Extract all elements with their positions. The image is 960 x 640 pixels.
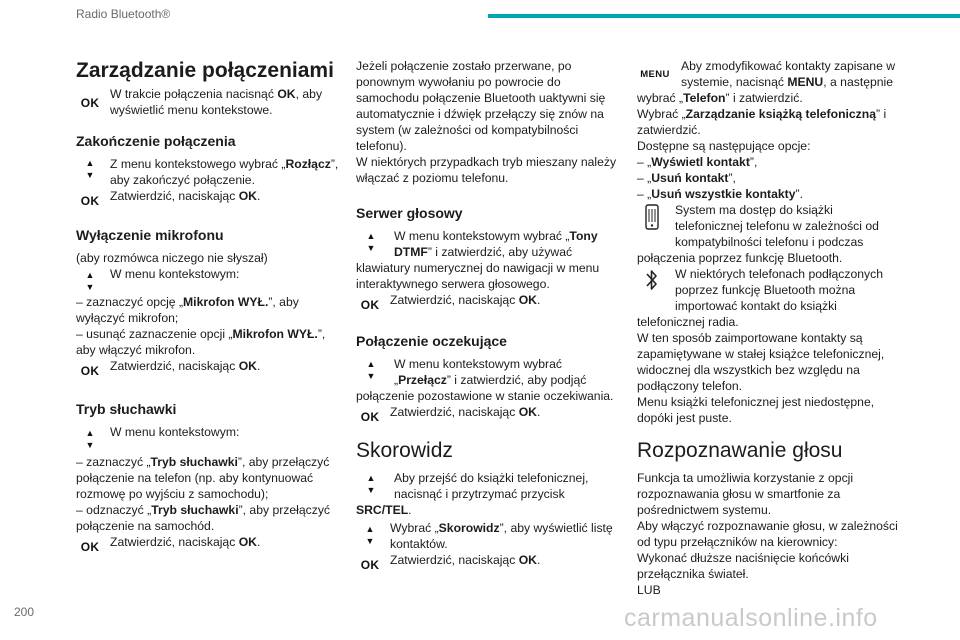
voice-or: LUB xyxy=(637,583,661,597)
column-1 xyxy=(76,58,340,552)
heading-voice-recognition: Rozpoznawanie głosu xyxy=(637,439,843,462)
options-intro: Dostępne są następujące opcje: xyxy=(637,139,811,153)
ok-button-icon: OK xyxy=(360,298,380,312)
voice-method-long-press: Wykonać dłuższe naciśnięcie końcówki przełącznika świateł. xyxy=(637,551,849,581)
intro-step: OK W trakcie połączenia nacisnąć OK, aby wyświetlić menu kontekstowe. xyxy=(76,86,340,118)
ok-button-icon: OK xyxy=(80,194,100,208)
heading-mute-mic: Wyłączenie mikrofonu xyxy=(76,227,224,243)
import-contacts-note: W niektórych telefonach podłączonych poprzez funkcję Bluetooth można importować kontakt do książki telefonicznej radia. xyxy=(637,267,883,329)
heading-directory: Skorowidz xyxy=(356,439,453,462)
voice-server-step: ▲ ▼ W menu kontekstowym wybrać „Tony DTMF” i zatwierdzić, aby używać klawiatury numerycznej do nawigacji w menu interaktywnego serwera głosowego. xyxy=(356,229,600,291)
option-delete-contact: – „Usuń kontakt”, xyxy=(637,171,736,185)
directory-select-step: ▲ ▼ Wybrać „Skorowidz”, aby wyświetlić listę kontaktów. xyxy=(356,520,620,552)
up-down-arrows-icon: ▲ ▼ xyxy=(366,359,376,381)
ok-button-icon: OK xyxy=(80,96,100,110)
stored-contacts-paragraph: W ten sposób zaimportowane kontakty są zapamiętywane w stałej książce telefonicznej, widocznej dla wszystkich bez względu na podłączony telefon. xyxy=(637,331,885,393)
bluetooth-icon-graphic xyxy=(645,268,659,292)
heading-call-waiting: Połączenie oczekujące xyxy=(356,333,507,349)
ok-button-icon: OK xyxy=(360,410,380,424)
heading-voice-server: Serwer głosowy xyxy=(356,205,463,221)
mute-menu-step: ▲ ▼ W menu kontekstowym: xyxy=(76,266,340,294)
heading-end-call: Zakończenie połączenia xyxy=(76,133,236,149)
header-title: Radio Bluetooth® xyxy=(76,7,171,21)
up-down-arrows-icon: ▲ ▼ xyxy=(366,473,376,495)
handset-option-off: – odznaczyć „Tryb słuchawki”, aby przełączyć połączenie na samochód. xyxy=(76,503,331,533)
ok-button-icon: OK xyxy=(360,558,380,572)
voice-enable: Aby włączyć rozpoznawanie głosu, w zależności od typu przełączników na kierownicy: xyxy=(637,519,898,549)
mixed-mode-paragraph: W niektórych przypadkach tryb mieszany należy włączać z poziomu telefonu. xyxy=(356,155,617,185)
heading-call-management: Zarządzanie połączeniami xyxy=(76,59,334,82)
up-down-arrows-icon: ▲ ▼ xyxy=(85,158,95,180)
option-delete-all: – „Usuń wszystkie kontakty”. xyxy=(637,187,803,201)
header-accent-bar xyxy=(488,14,960,18)
column-2 xyxy=(356,58,620,570)
handset-option-on: – zaznaczyć „Tryb słuchawki”, aby przełączyć połączenie na telefon (np. aby kontynuować rozmowę po wyjściu z samochodu); xyxy=(76,455,330,501)
up-down-arrows-icon: ▲ ▼ xyxy=(365,524,375,546)
mute-confirm: OK Zatwierdzić, naciskając OK. xyxy=(76,358,340,376)
mute-option-off: – usunąć zaznaczenie opcji „Mikrofon WYŁ.”, aby włączyć mikrofon. xyxy=(76,327,326,357)
bluetooth-icon xyxy=(637,266,667,300)
modify-contacts-paragraph: MENU Aby zmodyfikować kontakty zapisane w systemie, nacisnąć MENU, a następnie wybrać „Telefon” i zatwierdzić. xyxy=(637,59,896,105)
phone-icon xyxy=(637,202,667,236)
option-view-contact: – „Wyświetl kontakt”, xyxy=(637,155,758,169)
directory-open-step: ▲ ▼ Aby przejść do książki telefonicznej, nacisnąć i przytrzymać przycisk SRC/TEL. xyxy=(356,471,589,517)
up-down-arrows-icon: ▲ ▼ xyxy=(366,231,376,253)
call-waiting-step: ▲ ▼ W menu kontekstowym wybrać „Przełącz” i zatwierdzić, aby podjąć połączenie pozostawione w stanie oczekiwania. xyxy=(356,357,614,403)
call-waiting-confirm: OK Zatwierdzić, naciskając OK. xyxy=(356,404,620,422)
voice-server-confirm: OK Zatwierdzić, naciskając OK. xyxy=(356,292,620,310)
end-call-step: ▲ ▼ Z menu kontekstowego wybrać „Rozłącz”, aby zakończyć połączenie. xyxy=(76,156,340,188)
mute-note: (aby rozmówca niczego nie słyszał) xyxy=(76,251,268,265)
menu-button-icon: MENU xyxy=(640,69,670,80)
ok-button-icon: OK xyxy=(80,364,100,378)
mute-option-on: – zaznaczyć opcję „Mikrofon WYŁ.”, aby wyłączyć mikrofon; xyxy=(76,295,299,325)
phonebook-access-note: System ma dostęp do książki telefonicznej telefonu w zależności od kompatybilności telefonu i podczas połączenia poprzez funkcję Bluetooth. xyxy=(637,203,879,265)
ok-button-icon: OK xyxy=(80,540,100,554)
up-down-arrows-icon: ▲ ▼ xyxy=(85,428,95,450)
up-down-arrows-icon: ▲ ▼ xyxy=(85,270,95,292)
phone-icon-graphic xyxy=(645,204,659,230)
directory-confirm: OK Zatwierdzić, naciskając OK. xyxy=(356,552,620,570)
watermark: carmanualsonline.info xyxy=(624,604,878,632)
empty-phonebook-paragraph: Menu książki telefonicznej jest niedostępne, dopóki jest puste. xyxy=(637,395,875,425)
end-call-confirm: OK Zatwierdzić, naciskając OK. xyxy=(76,188,340,206)
handset-confirm: OK Zatwierdzić, naciskając OK. xyxy=(76,534,340,552)
page-number: 200 xyxy=(14,605,35,619)
handset-menu-step: ▲ ▼ W menu kontekstowym: xyxy=(76,424,340,454)
reconnect-paragraph: Jeżeli połączenie zostało przerwane, po ponownym wywołaniu po powrocie do samochodu połączenie Bluetooth uaktywni się automatycznie i dźwięk przełączy się znów na system (w zależności od kompatybilności telefonu). xyxy=(356,59,606,153)
column-3 xyxy=(637,58,901,598)
voice-intro: Funkcja ta umożliwia korzystanie z opcji rozpoznawania głosu w smartfonie za pośrednictwem systemu. xyxy=(637,471,854,517)
manage-phonebook-paragraph: Wybrać „Zarządzanie książką telefoniczną” i zatwierdzić. xyxy=(637,107,887,137)
heading-handset-mode: Tryb słuchawki xyxy=(76,401,177,417)
